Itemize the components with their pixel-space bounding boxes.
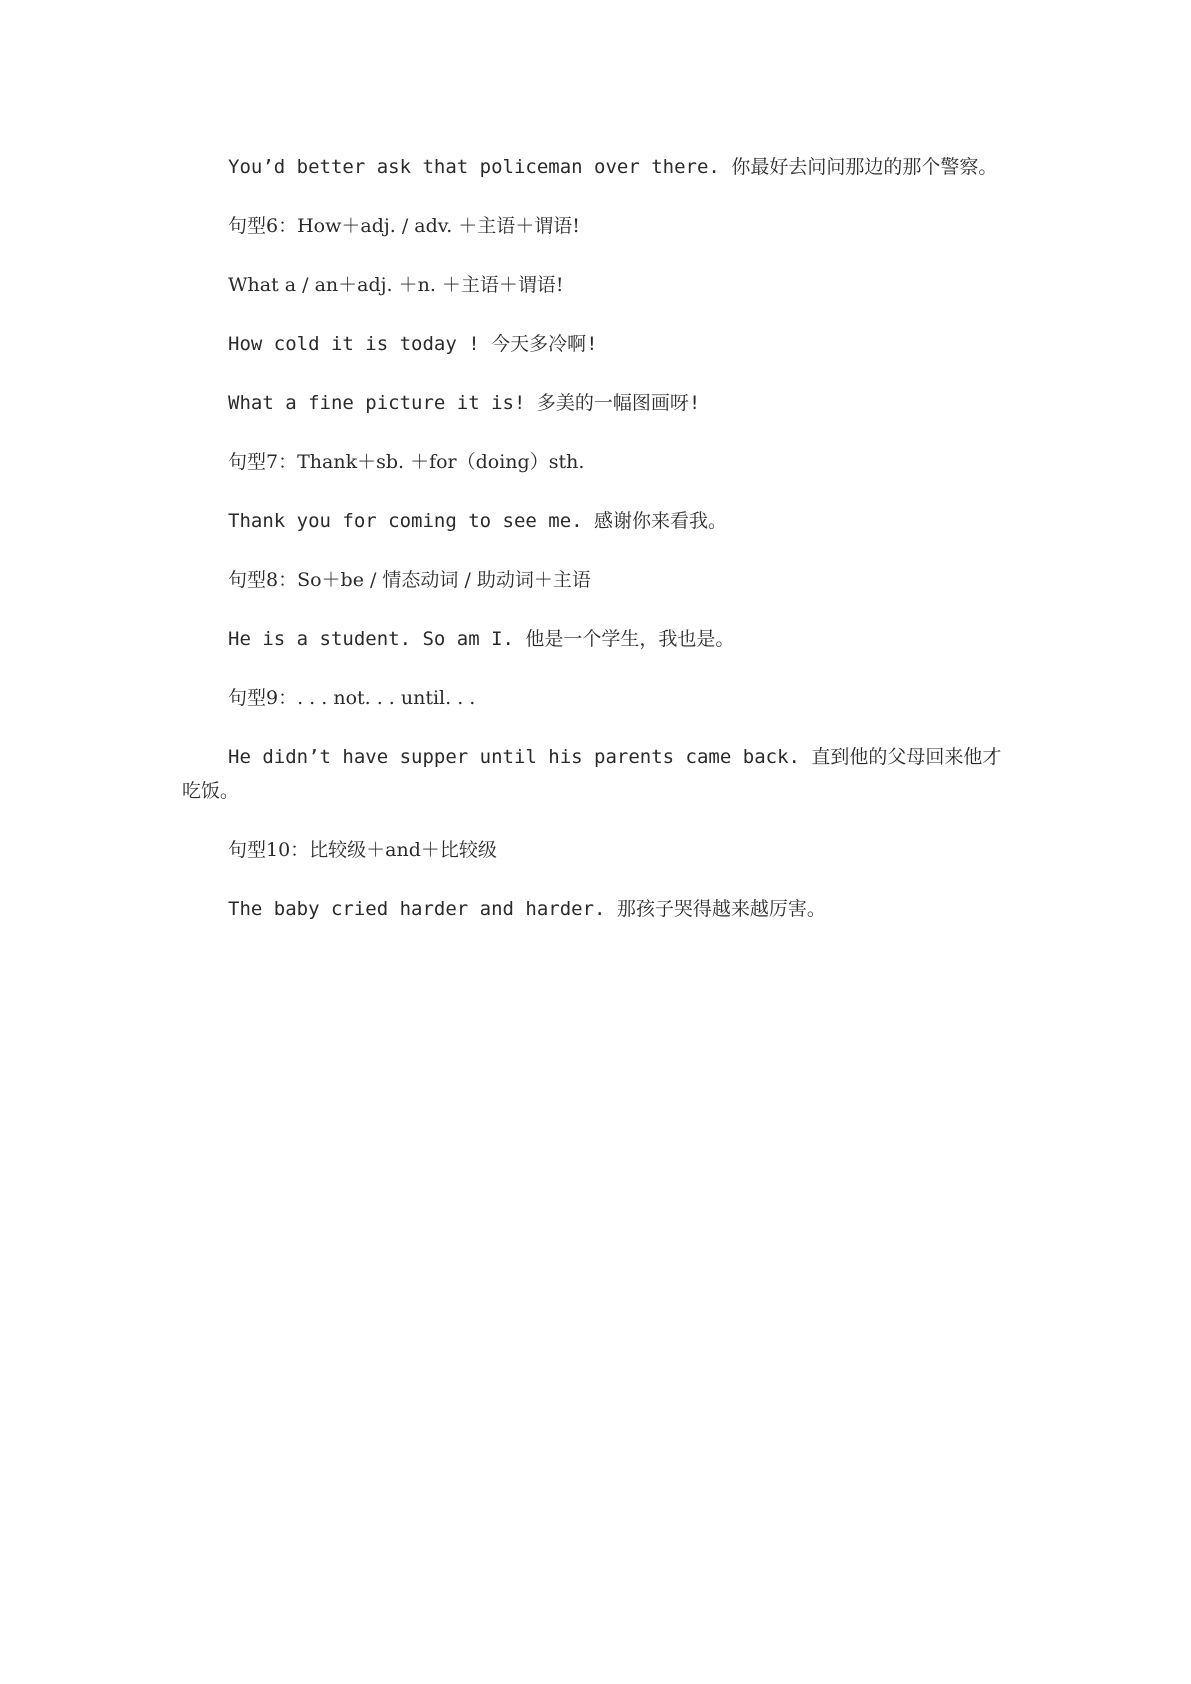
sentence-pattern: 句型6：How＋adj. / adv. ＋主语＋谓语!	[228, 215, 580, 237]
example-sentence: Thank you for coming to see me. 感谢你来看我。	[228, 510, 728, 532]
sentence-pattern: 句型7：Thank＋sb. ＋for（doing）sth.	[228, 451, 585, 473]
example-sentence: The baby cried harder and harder. 那孩子哭得越来越厉害。	[228, 898, 826, 920]
sentence-pattern: What a / an＋adj. ＋n. ＋主语＋谓语!	[228, 274, 564, 296]
sentence-pattern: 句型8：So＋be / 情态动词 / 助动词＋主语	[228, 569, 591, 591]
example-sentence: What a fine picture it is! 多美的一幅图画呀!	[228, 392, 701, 414]
example-sentence: How cold it is today ! 今天多冷啊!	[228, 333, 598, 355]
document-body	[182, 150, 1002, 951]
example-sentence: He didn’t have supper until his parents came back. 直到他的父母回来他才吃饭。	[182, 746, 1002, 802]
example-sentence: You’d better ask that policeman over there. 你最好去问问那边的那个警察。	[228, 156, 998, 178]
sentence-pattern: 句型9：. . . not. . . until. . .	[228, 687, 476, 709]
sentence-pattern: 句型10：比较级＋and＋比较级	[228, 839, 497, 861]
example-sentence: He is a student. So am I. 他是一个学生，我也是。	[228, 628, 735, 650]
